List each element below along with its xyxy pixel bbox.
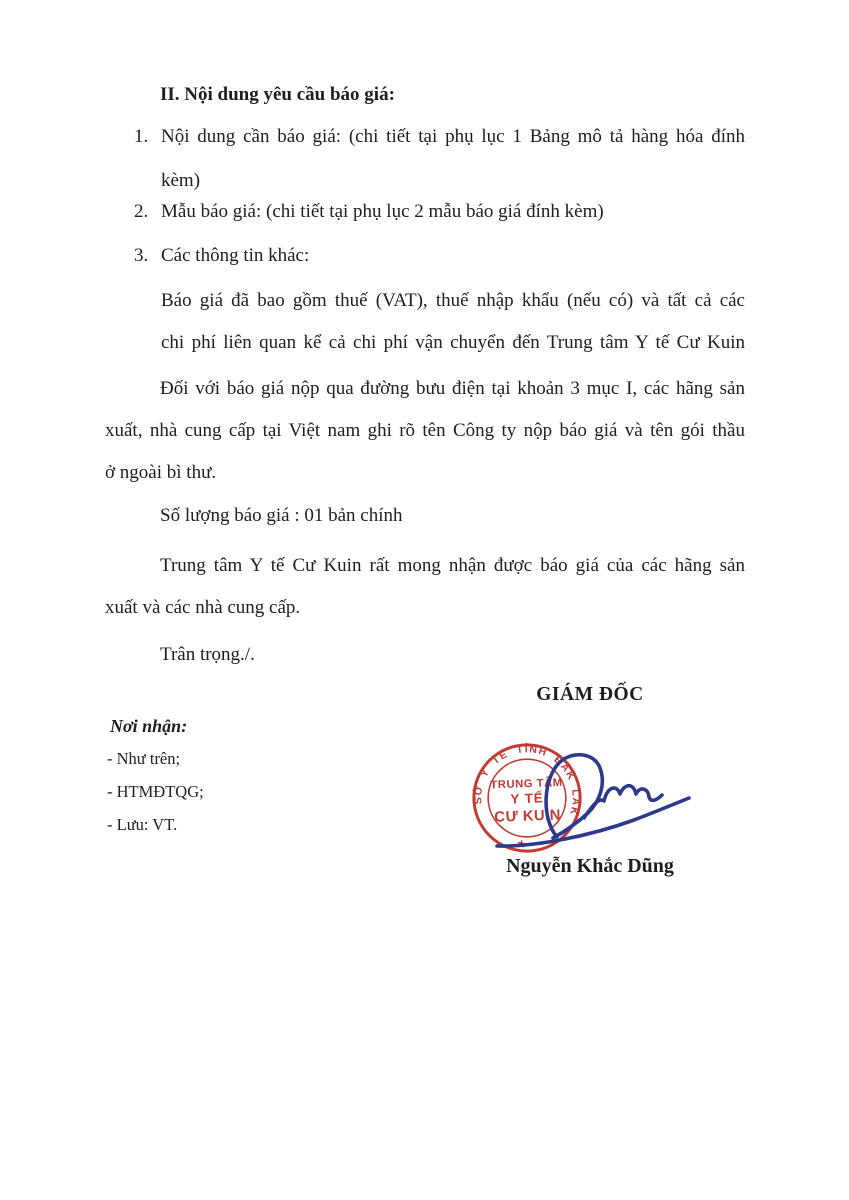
list-item-1-number: 1. [134,126,149,147]
closing-line: Trân trọng./. [160,644,255,665]
signer-name: Nguyễn Khắc Dũng [506,855,674,877]
paragraph-hope-line-2: xuất và các nhà cung cấp. [105,597,301,618]
stamp-center-line-2: Y TẾ [510,790,544,807]
list-item-2-number: 2. [134,201,149,222]
list-item-3-text: Các thông tin khác: [161,245,310,266]
recipient-item: - Lưu: VT. [107,815,178,834]
paragraph-post-line-3: ở ngoài bì thư. [105,462,217,483]
recipients-heading: Nơi nhận: [110,716,188,736]
stamp-center-line-3: CƯ KUIN [494,807,562,826]
recipient-item: - HTMĐTQG; [107,782,204,801]
paragraph-vat-line-2: chi phí liên quan kể cả chi phí vận chuyển đến Trung tâm Y tế Cư Kuin [161,332,745,353]
list-item-1-line-2: kèm) [161,170,201,191]
quantity-line: Số lượng báo giá : 01 bản chính [160,505,403,526]
paragraph-hope-line-1: Trung tâm Y tế Cư Kuin rất mong nhận được báo giá của các hãng sản [160,555,745,576]
paragraph-vat-line-1: Báo giá đã bao gồm thuế (VAT), thuế nhập khẩu (nếu có) và tất cả các [161,290,745,311]
signer-title: GIÁM ĐỐC [536,684,644,705]
recipient-item: - Như trên; [107,749,181,768]
signature-stroke [546,755,602,838]
list-item-3-number: 3. [134,245,149,266]
stamp-ring-text: SỞ Y TẾ TỈNH ĐẮK LẮK [473,744,581,818]
stamp-star-icon: ★ [515,836,528,852]
paragraph-post-line-2: xuất, nhà cung cấp tại Việt nam ghi rõ tên Công ty nộp báo giá và tên gói thầu [105,420,745,441]
section-heading: II. Nội dung yêu cầu báo giá: [160,84,395,105]
paragraph-post-line-1: Đối với báo giá nộp qua đường bưu điện tại khoản 3 mục I, các hãng sản [160,378,745,399]
list-item-1-line-1: Nội dung cần báo giá: (chi tiết tại phụ lục 1 Bảng mô tả hàng hóa đính [161,126,745,147]
signature-strokes [497,755,689,846]
stamp-center-line-1: TRUNG TÂM [490,776,563,792]
signature-ink [480,740,695,870]
list-item-2-text: Mẫu báo giá: (chi tiết tại phụ lục 2 mẫu báo giá đính kèm) [161,201,604,222]
